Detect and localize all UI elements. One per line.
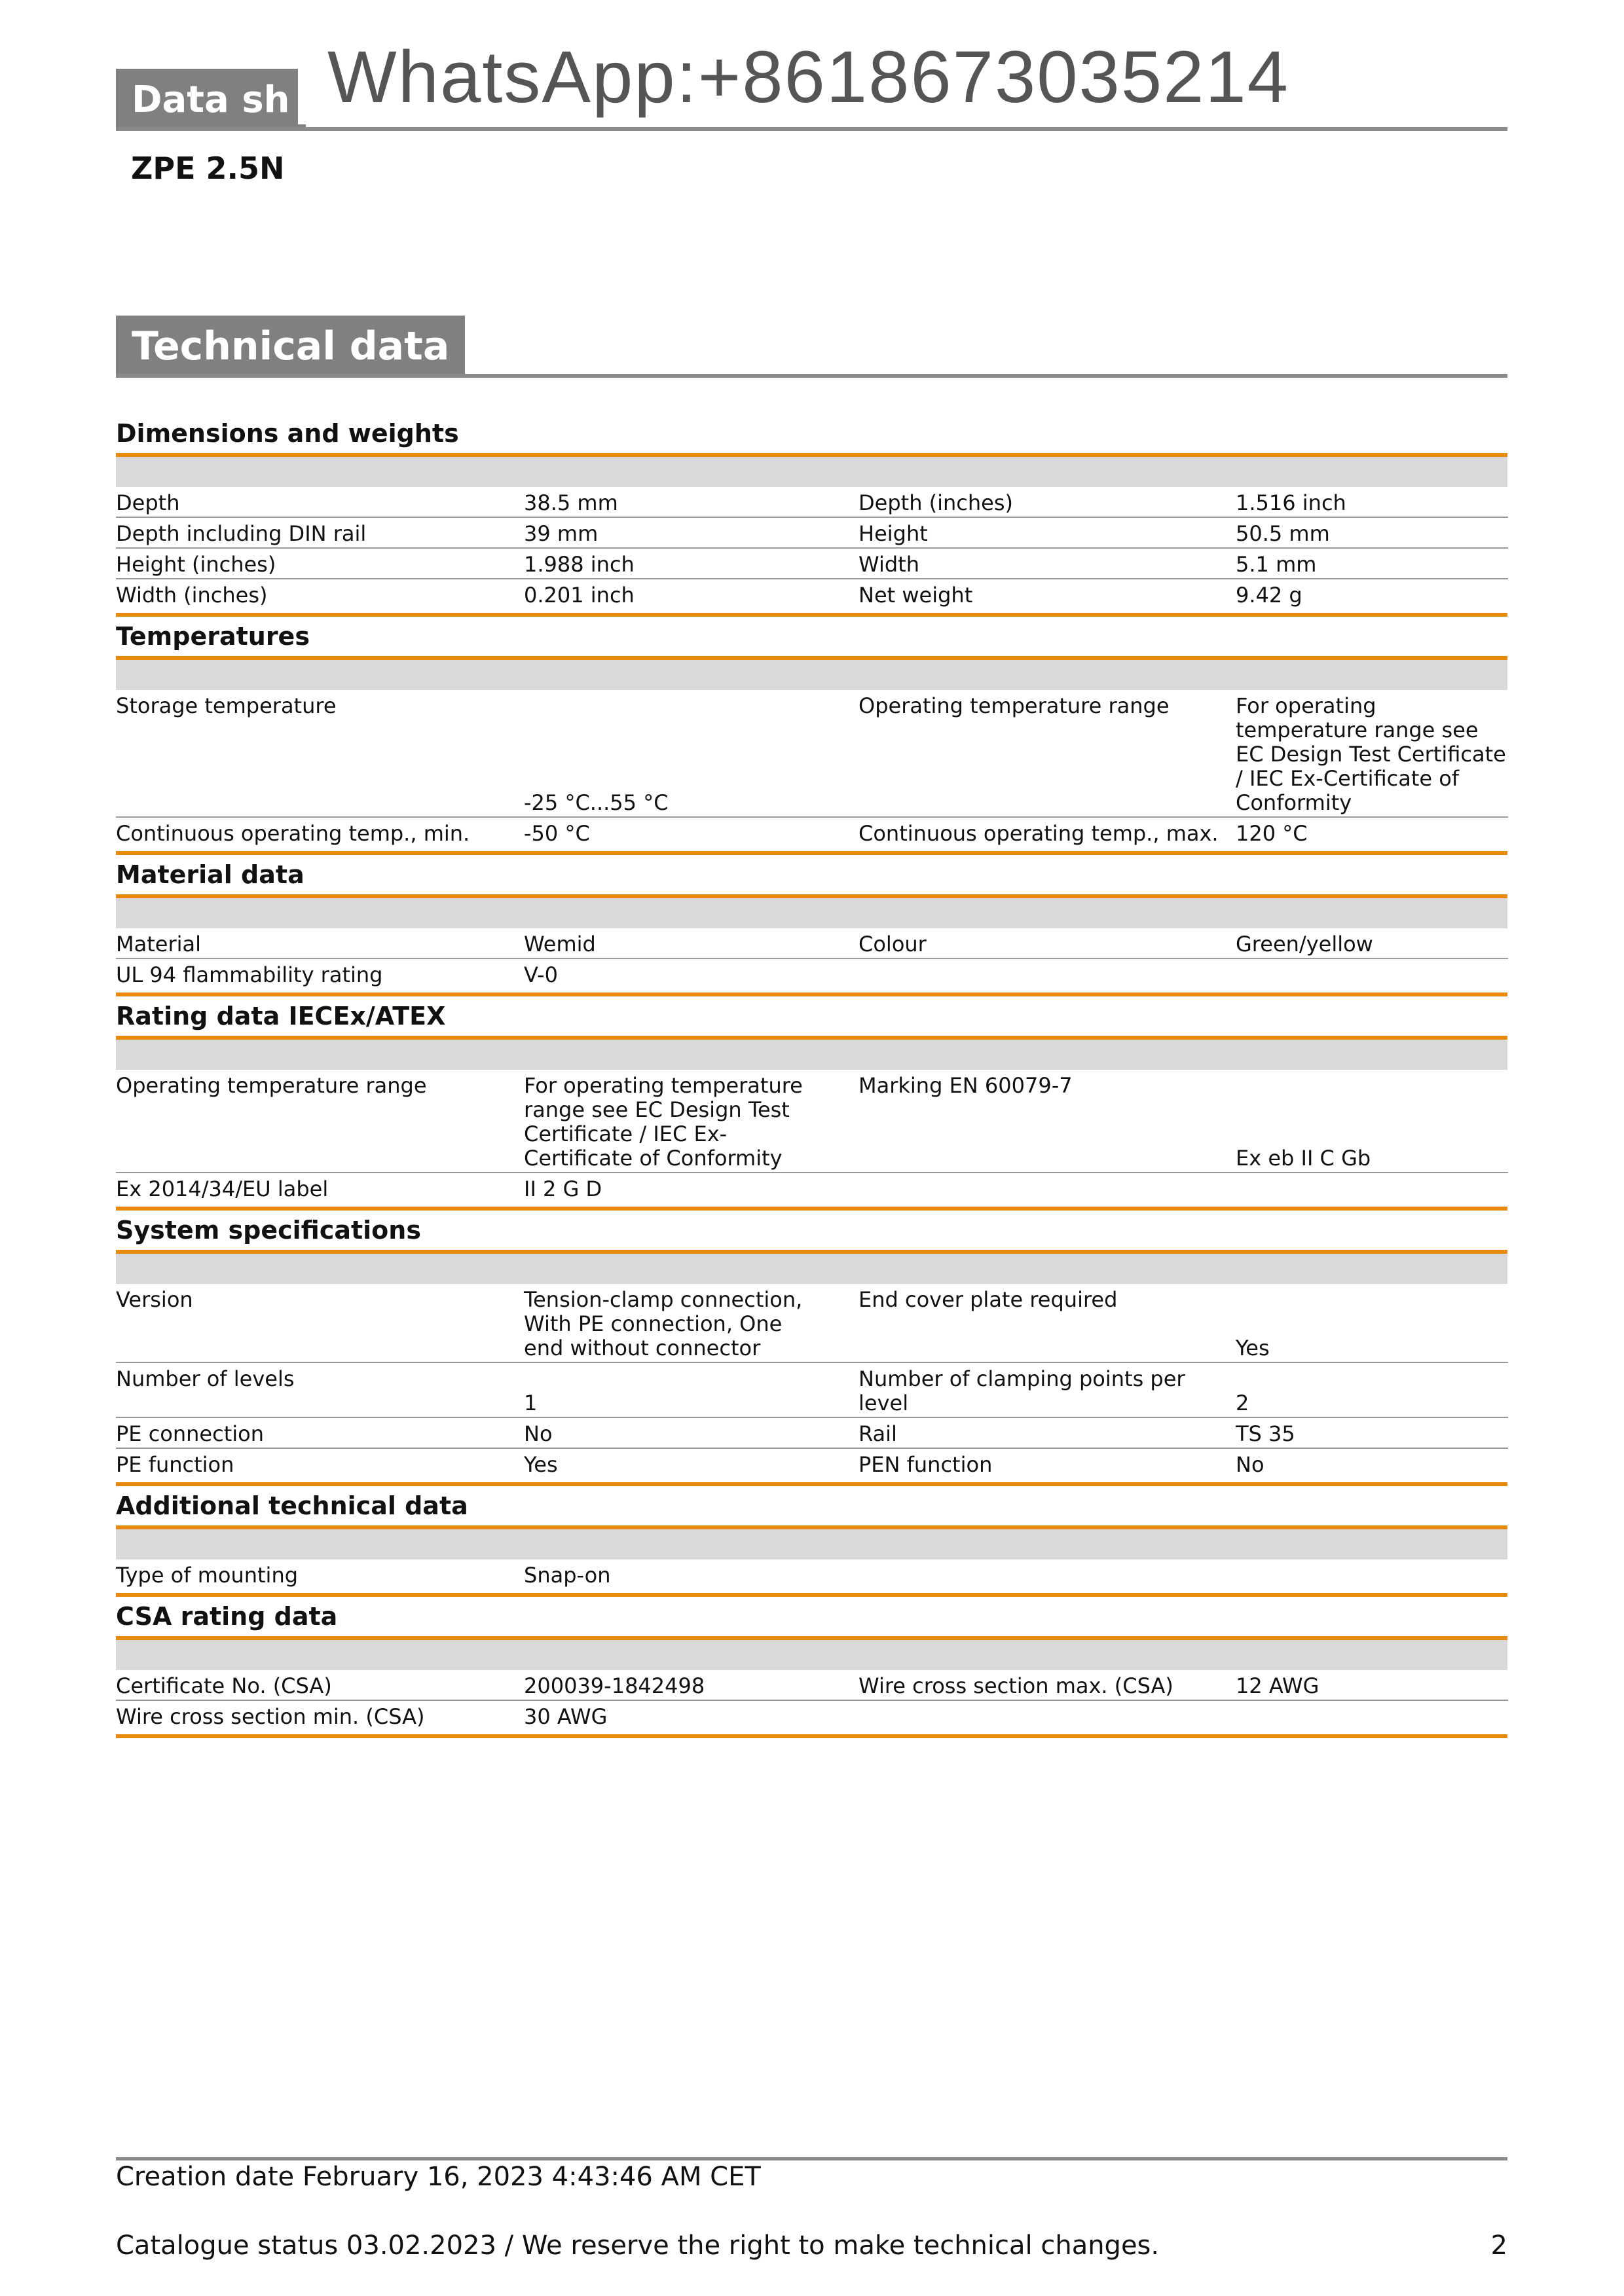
row-value: 38.5 mm [524, 487, 828, 518]
left-pair [116, 690, 828, 818]
row-label: Depth including DIN rail [116, 518, 524, 549]
row-label: Height (inches) [116, 549, 524, 579]
row-value [1236, 959, 1508, 989]
row-value: For operating temperature range see EC Design Test Certificate / IEC Ex-Certificate of Conformity [524, 1070, 828, 1173]
table-row [116, 1559, 1507, 1589]
right-pair [828, 818, 1508, 847]
row-value: 0.201 inch [524, 583, 635, 608]
row-label [828, 1559, 1236, 1589]
orange-rule [116, 1734, 1507, 1738]
section-system [116, 1211, 1507, 1486]
data-rows [116, 690, 1507, 847]
right-pair [828, 959, 1508, 989]
grey-band [116, 1640, 1507, 1670]
table-row [116, 818, 1507, 847]
left-pair [116, 928, 828, 959]
row-value: 5.1 mm [1236, 549, 1508, 579]
data-rows [116, 1559, 1507, 1589]
data-rows [116, 487, 1507, 609]
document-title: Data sh [116, 69, 306, 131]
row-value: Wemid [524, 928, 828, 959]
data-rows [116, 1670, 1507, 1730]
left-pair [116, 1173, 828, 1203]
row-value: 50.5 mm [1236, 518, 1508, 549]
row-label: End cover plate required [828, 1284, 1236, 1363]
row-value [1236, 1173, 1508, 1203]
row-value: 1.988 inch [524, 549, 828, 579]
left-pair [116, 549, 828, 579]
row-label: PE function [116, 1452, 234, 1477]
grey-band [116, 1254, 1507, 1284]
row-label: Operating temperature range [828, 690, 1236, 818]
row-label [828, 959, 1236, 989]
table-row [116, 1363, 1507, 1418]
creation-date: Creation date February 16, 2023 4:43:46 AM CET [116, 2162, 761, 2192]
row-value: Snap-on [524, 1563, 611, 1588]
data-rows [116, 1070, 1507, 1203]
right-pair [828, 518, 1508, 549]
row-value [1236, 1701, 1508, 1730]
left-pair [116, 1070, 828, 1173]
right-pair [828, 487, 1508, 518]
right-pair [828, 1284, 1508, 1363]
table-row [116, 1670, 1507, 1701]
row-value: 12 AWG [1236, 1670, 1508, 1701]
right-pair [828, 1449, 1508, 1478]
row-label: Marking EN 60079-7 [828, 1070, 1236, 1173]
section-heading: CSA rating data [116, 1602, 338, 1631]
grey-band [116, 1040, 1507, 1070]
section-heading: Material data [116, 860, 304, 889]
row-value: -50 °C [524, 821, 590, 846]
right-pair [828, 928, 1508, 959]
data-rows [116, 928, 1507, 989]
row-value [1236, 1559, 1508, 1589]
table-row [116, 487, 1507, 518]
row-label: Continuous operating temp., max. [858, 821, 1219, 846]
row-label [828, 1701, 1236, 1730]
table-row [116, 1449, 1507, 1478]
right-pair [828, 1363, 1508, 1418]
row-value: Tension-clamp connection, With PE connection, One end without connector [524, 1284, 828, 1363]
row-value: Yes [524, 1452, 558, 1477]
row-value: No [524, 1418, 828, 1449]
left-pair [116, 818, 828, 847]
section-additional [116, 1486, 1507, 1597]
left-pair [116, 1449, 828, 1478]
section-heading: Temperatures [116, 622, 310, 651]
technical-data-heading [116, 316, 1507, 378]
row-value: 200039-1842498 [524, 1670, 828, 1701]
left-pair [116, 1701, 828, 1730]
left-pair [116, 579, 828, 609]
table-row [116, 579, 1507, 609]
row-label: Width [828, 549, 1236, 579]
section-rating [116, 996, 1507, 1211]
left-pair [116, 1670, 828, 1701]
left-pair [116, 1559, 828, 1589]
data-rows [116, 1284, 1507, 1478]
row-label: Rail [828, 1418, 1236, 1449]
row-value: 1 [524, 1363, 828, 1418]
section-title-divider [116, 374, 1507, 378]
table-row [116, 928, 1507, 959]
row-label: Version [116, 1284, 524, 1363]
grey-band [116, 898, 1507, 928]
row-label: Depth (inches) [828, 487, 1236, 518]
row-value: 2 [1236, 1363, 1508, 1418]
left-pair [116, 959, 828, 989]
row-label: PE connection [116, 1418, 524, 1449]
row-label: Width (inches) [116, 583, 268, 608]
row-value: -25 °C...55 °C [524, 690, 828, 818]
row-value: 1.516 inch [1236, 487, 1508, 518]
row-label: Number of levels [116, 1363, 524, 1418]
table-row [116, 1070, 1507, 1173]
section-heading: Dimensions and weights [116, 419, 459, 448]
left-pair [116, 1363, 828, 1418]
right-pair [828, 1173, 1508, 1203]
section-dimensions [116, 414, 1507, 617]
row-value: 9.42 g [1236, 583, 1302, 608]
table-row [116, 518, 1507, 549]
table-row [116, 549, 1507, 579]
product-name: ZPE 2.5N [131, 151, 285, 186]
row-value: 39 mm [524, 518, 828, 549]
table-row [116, 690, 1507, 818]
row-value: II 2 G D [524, 1176, 602, 1201]
section-material [116, 855, 1507, 996]
row-label: Colour [828, 928, 1236, 959]
row-label: PEN function [858, 1452, 993, 1477]
row-label: Number of clamping points per level [828, 1363, 1236, 1418]
right-pair [828, 1670, 1508, 1701]
section-title: Technical data [116, 316, 465, 378]
right-pair [828, 690, 1508, 818]
section-heading: Rating data IECEx/ATEX [116, 1002, 446, 1030]
table-row [116, 959, 1507, 989]
row-label: Material [116, 928, 524, 959]
row-value: V-0 [524, 962, 558, 987]
table-row [116, 1418, 1507, 1449]
row-value: Ex eb II C Gb [1236, 1070, 1508, 1173]
row-value: TS 35 [1236, 1418, 1508, 1449]
row-label: UL 94 flammability rating [116, 962, 383, 987]
section-heading: Additional technical data [116, 1491, 468, 1520]
grey-band [116, 660, 1507, 690]
table-row [116, 1173, 1507, 1203]
section-heading: System specifications [116, 1216, 421, 1245]
table-row [116, 1701, 1507, 1730]
row-label: Continuous operating temp., min. [116, 821, 470, 846]
left-pair [116, 518, 828, 549]
row-label: Type of mounting [116, 1563, 299, 1588]
table-row [116, 1284, 1507, 1363]
row-label: Storage temperature [116, 690, 524, 818]
technical-data-sections [116, 414, 1507, 1738]
row-label: Wire cross section min. (CSA) [116, 1704, 425, 1729]
left-pair [116, 1418, 828, 1449]
watermark-overlay: WhatsApp:+8618673035214 [298, 0, 1359, 124]
catalogue-status: Catalogue status 03.02.2023 / We reserve the right to make technical changes. [116, 2231, 1160, 2261]
row-label: Depth [116, 487, 524, 518]
row-label: Certificate No. (CSA) [116, 1670, 524, 1701]
row-label: Ex 2014/34/EU label [116, 1176, 329, 1201]
header-divider [116, 127, 1507, 131]
row-label [828, 1173, 1236, 1203]
row-label: Height [828, 518, 1236, 549]
row-value: 30 AWG [524, 1704, 608, 1729]
grey-band [116, 457, 1507, 487]
right-pair [828, 1418, 1508, 1449]
row-value: Green/yellow [1236, 928, 1508, 959]
right-pair [828, 579, 1508, 609]
right-pair [828, 1070, 1508, 1173]
row-label: Net weight [858, 583, 973, 608]
right-pair [828, 1559, 1508, 1589]
row-label: Operating temperature range [116, 1070, 524, 1173]
row-value: For operating temperature range see EC Design Test Certificate / IEC Ex-Certificate of Conformity [1236, 690, 1508, 818]
grey-band [116, 1529, 1507, 1559]
left-pair [116, 487, 828, 518]
row-value: 120 °C [1236, 821, 1308, 846]
section-csa [116, 1597, 1507, 1738]
row-label: Wire cross section max. (CSA) [828, 1670, 1236, 1701]
row-value: Yes [1236, 1284, 1508, 1363]
right-pair [828, 549, 1508, 579]
row-value: No [1236, 1452, 1264, 1477]
section-temperatures [116, 617, 1507, 855]
right-pair [828, 1701, 1508, 1730]
page-number: 2 [1490, 2231, 1507, 2261]
left-pair [116, 1284, 828, 1363]
